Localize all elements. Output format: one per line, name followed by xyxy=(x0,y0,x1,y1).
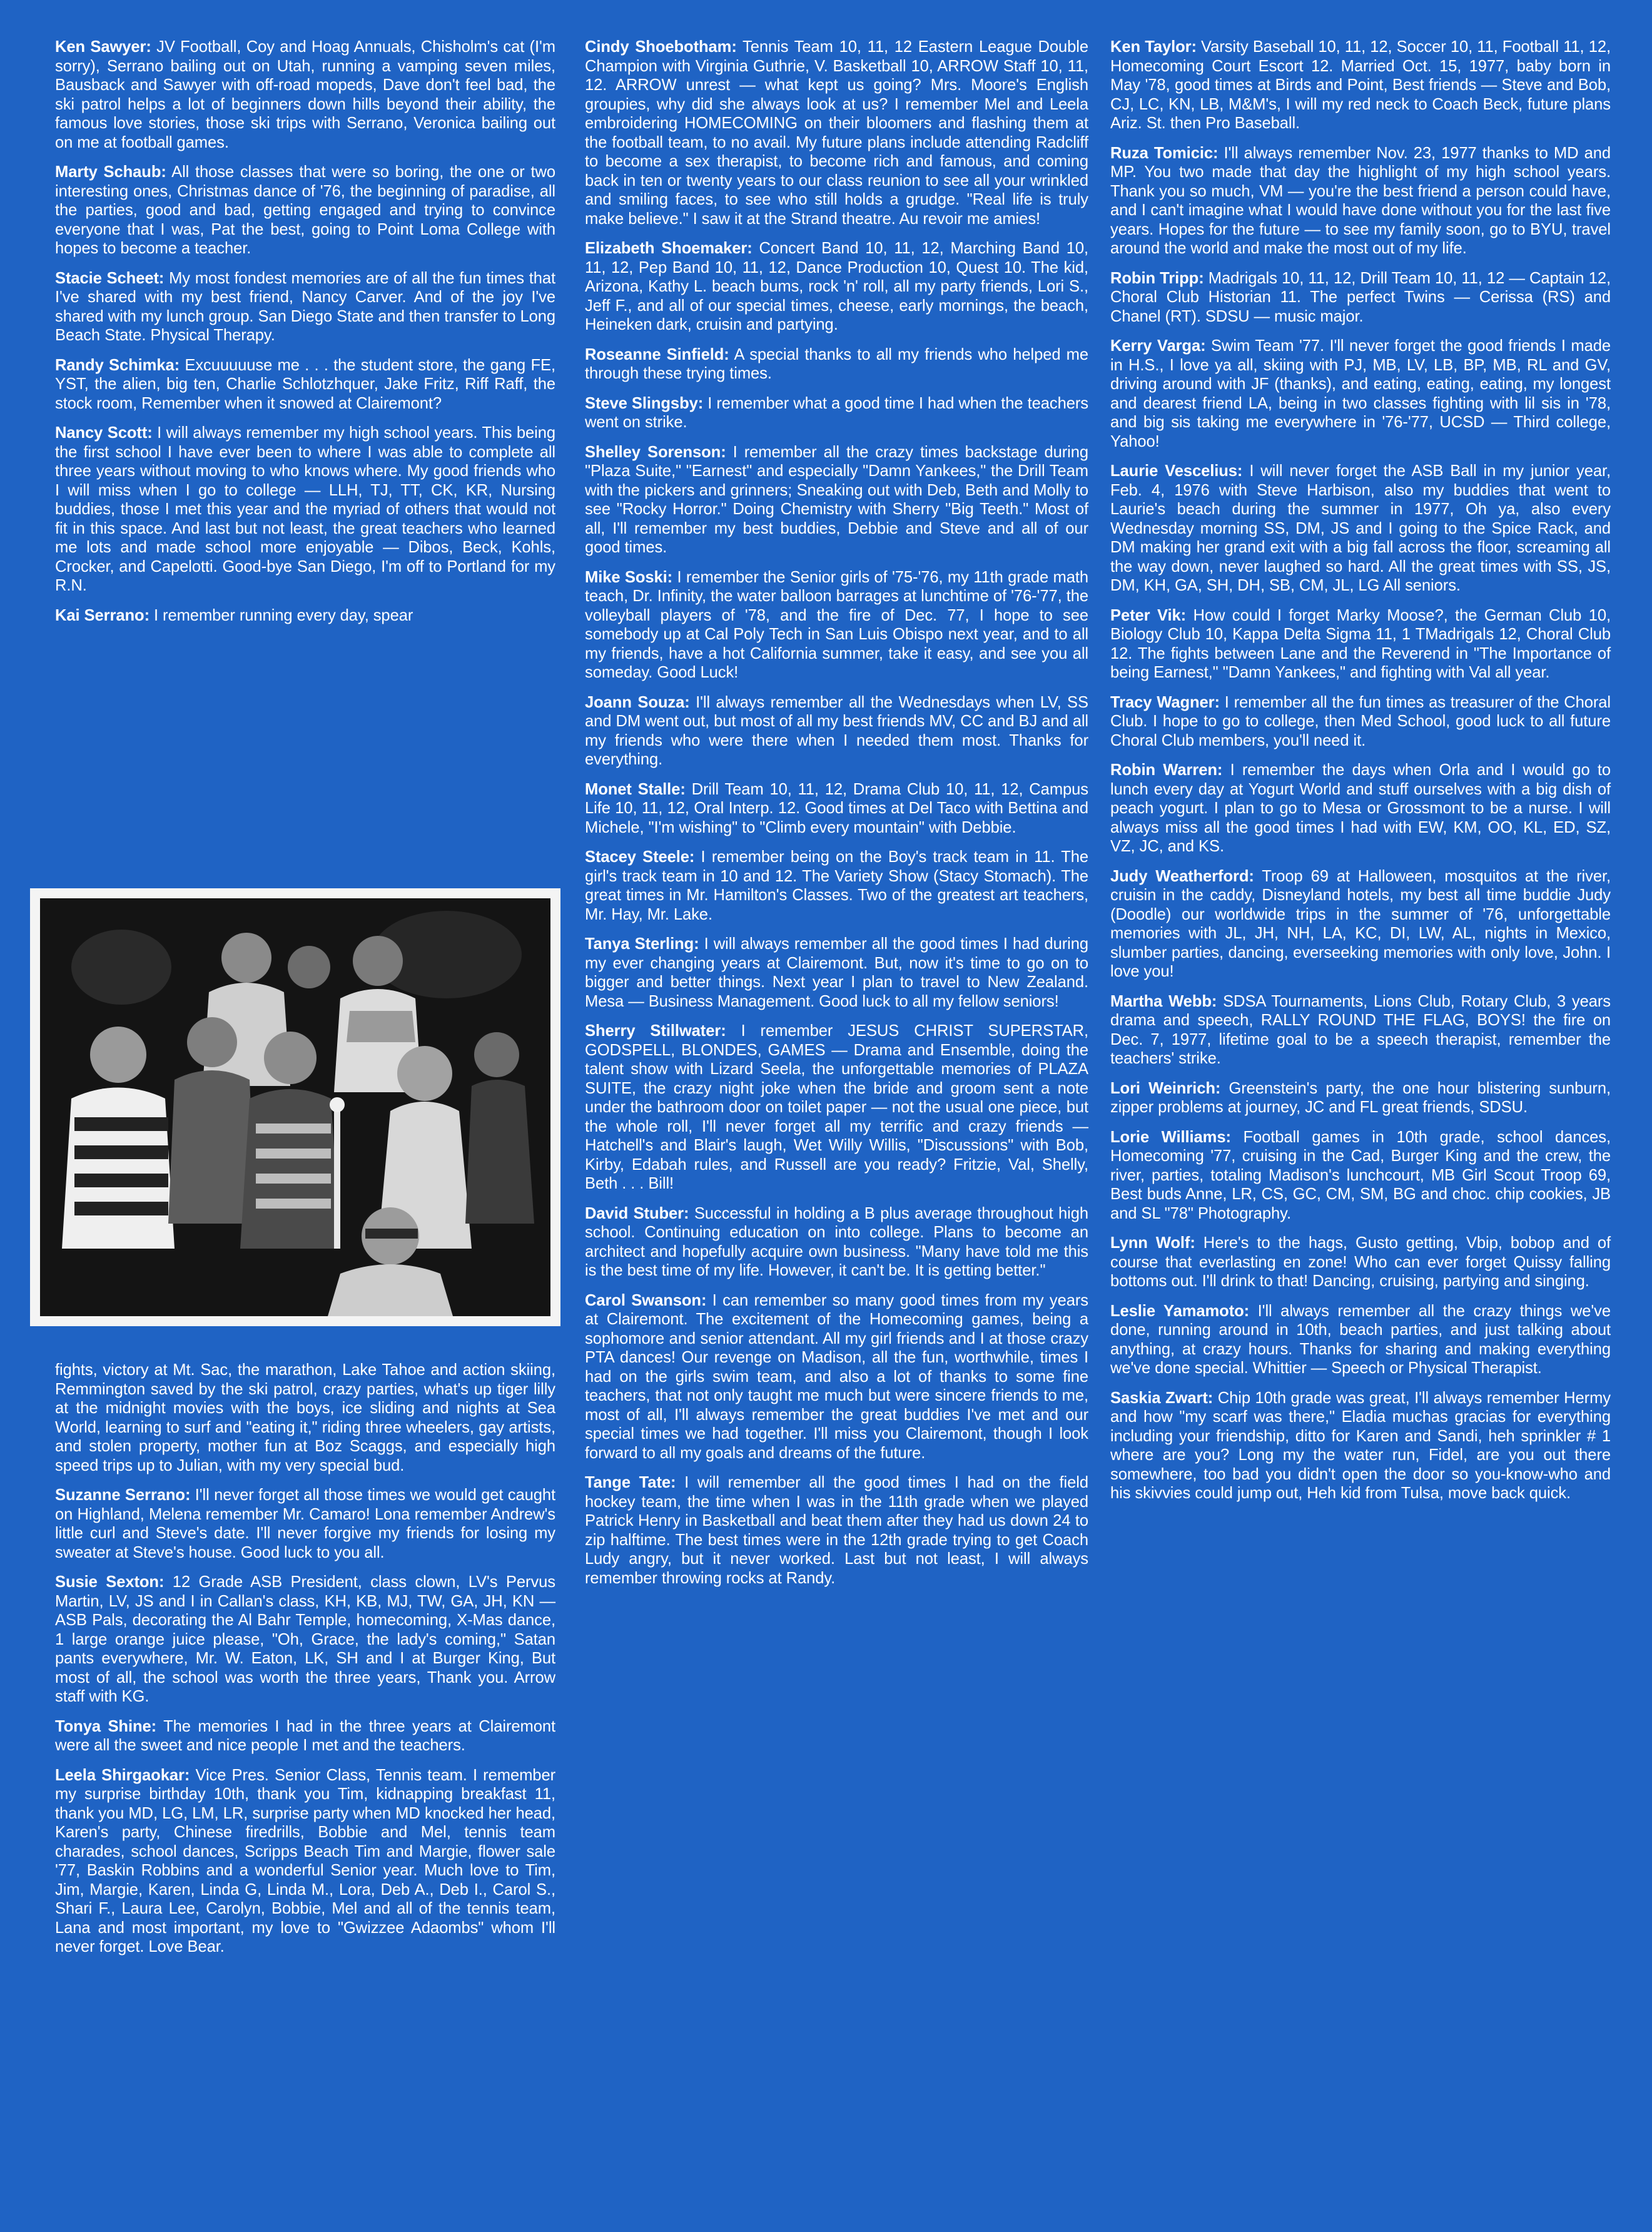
senior-entry xyxy=(55,1573,555,1707)
senior-entry xyxy=(1110,462,1611,596)
entry-name: Lynn Wolf: xyxy=(1110,1234,1195,1252)
entry-name: Leela Shirgaokar: xyxy=(55,1766,190,1784)
entry-text: I can remember so many good times from my years at Clairemont. The excitement of the Homecoming games, being a sophomore and senior attendant. All my girl friends and I at those crazy PTA dances! Our revenge on Madison, all the fun, worthwhile, times I had on the girls swim team, and also a lot of thanks to some fine teachers, that not only taught me much but were sincere friends to me, most of all, I'll always remember the great buddies I've met and our special times we had together. I'll miss you Clairemont, though I look forward to all my goals and dreams of the future. xyxy=(585,1291,1088,1462)
senior-entry xyxy=(585,239,1088,335)
entry-name: Lori Weinrich: xyxy=(1110,1079,1221,1097)
senior-entry xyxy=(55,1717,555,1755)
senior-entry xyxy=(1110,38,1611,133)
entry-name: Stacie Scheet: xyxy=(55,269,165,287)
entry-text: Here's to the hags, Gusto getting, Vbip, bobop and of course that everlasting en zone! Who can ever forget Quissy falling bottoms out. I'll drink to that! Dancing, cruising, partying and singing. xyxy=(1110,1234,1611,1290)
entry-text: SDSA Tournaments, Lions Club, Rotary Club, 3 years drama and speech, RALLY ROUND THE FLAG, BOYS! the fire on Dec. 7, 1977, lifetime goal to be a speech therapist, remember the teachers' strike. xyxy=(1110,992,1611,1067)
entry-name: Steve Slingsby: xyxy=(585,394,704,412)
senior-entry xyxy=(585,935,1088,1011)
entry-text: fights, victory at Mt. Sac, the marathon, Lake Tahoe and action skiing, Remmington saved by the ski patrol, crazy parties, what's up tiger lilly at the midnight movies with the boys, ice sliding and nights at Sea World, learning to surf and "eating it," riding three wheelers, gay artists, and stolen property, mother fun at Boz Scaggs, and especially high speed trips up to Julian, with my very special bud. xyxy=(55,1361,555,1474)
entry-name: Ken Taylor: xyxy=(1110,38,1197,56)
senior-entry xyxy=(1110,761,1611,856)
entry-text: JV Football, Coy and Hoag Annuals, Chisholm's cat (I'm sorry), Serrano bailing out on Utah, running a vamping seven miles, Bausback and Sawyer with off-road mopeds, Dave don't feel bad, the ski patrol helps a lot of beginners down hills beyond their ability, the famous love stories, those ski trips with Serrano, Veronica bailing out on me at football games. xyxy=(55,38,555,151)
senior-entry xyxy=(1110,1302,1611,1378)
entry-text: Troop 69 at Halloween, mosquitos at the river, cruisin in the caddy, Disneyland hotels, my best all time buddie Judy (Doodle) our worldwide trips in the summer of '76, unforgettable memories with JL, JH, NH, LA, KC, DI, LW, AL, nights in Mexico, slumber parties, dancing, everseeking memories with only love, John. I love you! xyxy=(1110,867,1611,980)
senior-entry xyxy=(55,606,555,626)
group-photo-image xyxy=(40,898,550,1316)
entry-name: Susie Sexton: xyxy=(55,1573,165,1591)
entry-name: Leslie Yamamoto: xyxy=(1110,1302,1250,1320)
entry-name: Tracy Wagner: xyxy=(1110,693,1220,711)
senior-entry xyxy=(1110,1079,1611,1117)
entry-name: Roseanne Sinfield: xyxy=(585,345,729,363)
entry-text: I will always remember all the good times I had during my ever changing years at Clairemont. But, now it's time to go on to bigger and better things. Next year I plan to travel to New Zealand. Mesa — Business Management. Good luck to all my fellow seniors! xyxy=(585,935,1089,1010)
entry-name: Judy Weatherford: xyxy=(1110,867,1254,885)
entry-name: Tanya Sterling: xyxy=(585,935,699,953)
entry-text: A special thanks to all my friends who helped me through these trying times. xyxy=(585,345,1088,382)
entry-text: I remember all the crazy times backstage during "Plaza Suite," "Earnest" and especially "Damn Yankees," the Drill Team with the pickers and grinners; Sneaking out with Deb, Beth and Molly to see "Rocky Horror." Doing Chemistry with Sherry "Big Teeth." Most of all, I'll remember my best buddies, Debbie and Steve and all of our good times. xyxy=(585,443,1088,556)
entry-name: Ruza Tomicic: xyxy=(1110,144,1219,162)
entry-name: Martha Webb: xyxy=(1110,992,1217,1010)
entry-name: Marty Schaub: xyxy=(55,163,166,181)
group-photo xyxy=(30,888,560,1326)
senior-entry xyxy=(585,394,1088,432)
senior-entry xyxy=(585,568,1088,682)
entry-name: Robin Warren: xyxy=(1110,761,1223,779)
senior-entry xyxy=(55,163,555,258)
entry-text: Drill Team 10, 11, 12, Drama Club 10, 11, 12, Campus Life 10, 11, 12, Oral Interp. 12. Good times at Del Taco with Bettina and Michele, "I'm wishing" to "Climb every mountain" with Debbie. xyxy=(585,780,1088,836)
entry-name: Sherry Stillwater: xyxy=(585,1022,726,1040)
entry-name: Stacey Steele: xyxy=(585,848,695,866)
entry-text: I remember running every day, spear xyxy=(149,606,413,624)
entry-text: Excuuuuuse me . . . the student store, the gang FE, YST, the alien, big ten, Charlie Schlotzhquer, Jake Fritz, Riff Raff, the stock room, Remember when it snowed at Clairemont? xyxy=(55,356,555,412)
entry-name: Mike Soski: xyxy=(585,568,673,586)
entry-text: Swim Team '77. I'll never forget the good friends I made in H.S., I love ya all, skiing with PJ, MB, LV, LB, BP, MB, RL and GV, driving around with JF (thanks), and eating, eating, eating, my longest and dearest friend LA, being in two classes fighting with lil sis in '78, and big sis taking me everywhere in '76-'77, UCSD — Third college, Yahoo! xyxy=(1110,337,1611,450)
senior-entry xyxy=(1110,144,1611,258)
column-1-top xyxy=(55,38,555,636)
senior-entry xyxy=(1110,1234,1611,1291)
entry-name: Ken Sawyer: xyxy=(55,38,151,56)
entry-text: I remember all the fun times as treasurer of the Choral Club. I hope to go to college, then Med School, good luck to all future Choral Club members, you'll need it. xyxy=(1110,693,1611,749)
senior-entry xyxy=(585,848,1088,924)
entry-name: Shelley Sorenson: xyxy=(585,443,726,461)
entry-text: I remember what a good time I had when the teachers went on strike. xyxy=(585,394,1089,431)
column-3 xyxy=(1110,38,1611,1514)
senior-entry xyxy=(585,1204,1088,1281)
entry-name: Tange Tate: xyxy=(585,1474,676,1491)
entry-text: My most fondest memories are of all the fun times that I've shared with my best friend, Nancy Carver. And of the joy I've shared with my lunch group. San Diego State and then transfer to Long Beach State. Physical Therapy. xyxy=(55,269,555,344)
entry-name: Carol Swanson: xyxy=(585,1291,707,1309)
column-1-bottom xyxy=(55,1361,555,1967)
entry-name: Suzanne Serrano: xyxy=(55,1486,191,1504)
senior-entry xyxy=(585,780,1088,838)
entry-text: Madrigals 10, 11, 12, Drill Team 10, 11, 12 — Captain 12, Choral Club Historian 11. The perfect Twins — Cerissa (RS) and Chanel (RT). SDSU — music major. xyxy=(1110,269,1611,325)
senior-entry xyxy=(585,38,1088,228)
senior-entry xyxy=(585,1473,1088,1588)
senior-entry xyxy=(1110,337,1611,451)
senior-entry xyxy=(585,693,1088,769)
senior-entry xyxy=(55,356,555,413)
senior-entry xyxy=(55,1766,555,1957)
column-2 xyxy=(585,38,1088,1598)
entry-text: Vice Pres. Senior Class, Tennis team. I remember my surprise birthday 10th, thank you Tim, kidnapping breakfast 11, thank you MD, LG, LM, LR, surprise party when MD knocked her head, Karen's party, Chinese firedrills, Bobbie and Mel, tennis team charades, school dances, Scripps Beach Tim and Margie, flower sale '77, Baskin Robbins and a wonderful Senior year. Much love to Tim, Jim, Margie, Karen, Linda G, Linda M., Lora, Deb A., Deb I., Carol S., Shari F., Laura Lee, Carolyn, Bobbie, Mel and all of the tennis team, Lana and most important, my love to "Gwizzee Adaombs" whom I'll never forget. Love Bear. xyxy=(55,1766,555,1956)
entry-name: Kerry Varga: xyxy=(1110,337,1206,355)
senior-entry xyxy=(585,1291,1088,1463)
senior-entry xyxy=(55,1486,555,1562)
entry-text: I will never forget the ASB Ball in my junior year, Feb. 4, 1976 with Steve Harbison, also my buddies that went to Laurie's beach during the summer in 1977, Oh ya, also every Wednesday morning SS, DM, JS and I going to the Spice Rack, and DM making her grand exit with a big fall across the floor, screaming all the way down, never laughed so hard. All the great times with SS, JS, DM, KH, GA, SH, DH, SB, CM, JL, LG All seniors. xyxy=(1110,462,1611,594)
senior-entry xyxy=(55,38,555,152)
senior-entry xyxy=(55,269,555,345)
senior-entry xyxy=(585,443,1088,557)
entry-name: Nancy Scott: xyxy=(55,424,153,442)
entry-text: I remember being on the Boy's track team in 11. The girl's track team in 10 and 12. The Variety Show (Stacy Stomach). The great times in Mr. Hamilton's Classes. Two of the greatest art teachers, Mr. Hay, Mr. Lake. xyxy=(585,848,1088,923)
entry-text: Varsity Baseball 10, 11, 12, Soccer 10, 11, Football 11, 12, Homecoming Court Escort 12. Married Oct. 15, 1977, baby born in May '78, good times at Birds and Point, Best friends — Steve and Bob, CJ, LC, KN, LB, M&M's, I will my red neck to Coach Beck, future plans Ariz. St. then Pro Baseball. xyxy=(1110,38,1611,132)
entry-text: How could I forget Marky Moose?, the German Club 10, Biology Club 10, Kappa Delta Sigma 11, 1 TMadrigals 12, Choral Club 12. The fights between Lane and the Reverend in "The Importance of being Earnest," "Damn Yankees," and fighting with Val all year. xyxy=(1110,606,1611,681)
entry-name: Lorie Williams: xyxy=(1110,1128,1231,1146)
entry-text: Tennis Team 10, 11, 12 Eastern League Double Champion with Virginia Guthrie, V. Basketball 10, ARROW Staff 10, 11, 12. ARROW unrest — what kept us going? Mrs. Moore's English groupies, why did she always look at us? I remember Mel and Leela embroidering HOMECOMING on their bloomers and flashing them at the football team, to no avail. My future plans include attending Radcliff to become a sex therapist, to become rich and famous, and coming back in ten or twenty years to our class reunion to see all your wrinkled and smiling faces, to see who still holds a grudge. "Real life is truly make believe." I saw it at the Strand theatre. Au revoir me amies! xyxy=(585,38,1088,228)
entry-text: All those classes that were so boring, the one or two interesting ones, Christmas dance of '76, the beginning of paradise, all the parties, good and bad, getting engaged and trying to convince everyone that I was, Pat the best, going to Point Loma College with hopes to become a teacher. xyxy=(55,163,555,257)
senior-entry xyxy=(1110,992,1611,1068)
entry-text: I remember the days when Orla and I would go to lunch every day at Yogurt World and stuff ourselves with a big dish of peach yogurt. I plan to go to Mesa or Grossmont to be a nurse. I will always miss all the good times I had with EW, KM, OO, KL, ED, SZ, VZ, JC, and KS. xyxy=(1110,761,1611,855)
entry-name: Saskia Zwart: xyxy=(1110,1389,1214,1407)
entry-text: I'll never forget all those times we would get caught on Highland, Melena remember Mr. Camaro! Lona remember Andrew's little curl and Steve's date. I'll never forgive my friends for losing my sweater at Steve's house. Good luck to you all. xyxy=(55,1486,556,1561)
entry-text: Successful in holding a B plus average throughout high school. Continuing education on into college. Plans to become an architect and hopefully acquire own business. "Many have told me this is the best time of my life. However, it can't be. It is getting better." xyxy=(585,1204,1088,1279)
entry-text: I'll always remember all the Wednesdays when LV, SS and DM went out, but most of all my best friends MV, CC and BJ and all my friends who were there when I needed them most. Thanks for everything. xyxy=(585,693,1088,768)
senior-entry xyxy=(1110,693,1611,751)
senior-entry xyxy=(1110,606,1611,682)
entry-text: I'll always remember all the crazy things we've done, running around in 10th, beach parties, and just talking about anything, at crazy hours. Thanks for sharing and making everything we've done special. Whittier — Speech or Physical Therapist. xyxy=(1110,1302,1611,1377)
senior-entry-continued xyxy=(55,1361,555,1475)
entry-name: Cindy Shoebotham: xyxy=(585,38,737,56)
entry-text: 12 Grade ASB President, class clown, LV's Pervus Martin, LV, JS and I in Callan's class, KH, KB, MJ, TW, GA, JH, KN — ASB Pals, decorating the Al Bahr Temple, homecoming, X-Mas dance, 1 large orange juice please, "Oh, Grace, the lady's coming," Satan pants everywhere, Mr. W. Eaton, LK, SH and I at Burger King, But most of all, the school was worth the three years, Thank you. Arrow staff with KG. xyxy=(55,1573,555,1705)
entry-name: Elizabeth Shoemaker: xyxy=(585,240,753,257)
senior-entry xyxy=(1110,1389,1611,1503)
entry-text: I will always remember my high school years. This being the first school I have ever been to where I was able to complete all three years without moving to who knows where. My good friends who I will miss when I go to college — LLH, TJ, TT, CK, KR, Nursing buddies, those I met this year and the myriad of others that would not fit in this space. And last but not least, the great teachers who learned me lots and made school more enjoyable — Dibos, Beck, Kohls, Crocker, and Capelotti. Good-bye San Diego, I'm off to Portland for my R.N. xyxy=(55,424,555,594)
entry-text: I remember JESUS CHRIST SUPERSTAR, GODSPELL, BLONDES, GAMES — Drama and Ensemble, doing the talent show with Lizard Seela, the unforgettable memories of PLAZA SUITE, the crazy night joke when the bride and groom sent a note under the bathroom door on toilet paper — not the usual one piece, but the whole roll, I'll never forget all my terrific and crazy friends — Hatchell's and Blair's laugh, Wet Willy Willis, "Discussions" with Bob, Kirby, Edabah rules, and Russell are you ready? Fritzie, Val, Shelly, Beth . . . Bill! xyxy=(585,1022,1088,1192)
entry-text: Greenstein's party, the one hour blistering sunburn, zipper problems at journey, JC and FL great friends, SDSU. xyxy=(1110,1079,1611,1116)
entry-name: Joann Souza: xyxy=(585,693,690,711)
entry-name: Peter Vik: xyxy=(1110,606,1187,624)
entry-name: David Stuber: xyxy=(585,1204,689,1222)
entry-name: Kai Serrano: xyxy=(55,606,149,624)
senior-entry xyxy=(585,345,1088,383)
entry-name: Randy Schimka: xyxy=(55,356,180,374)
entry-text: Concert Band 10, 11, 12, Marching Band 10, 11, 12, Pep Band 10, 11, 12, Dance Production 10, Quest 10. The kid, Arizona, Kathy L. beach bums, rock 'n' roll, all my party friends, Lori S., Jeff F., and all of our special times, cheese, early mornings, the beach, Heineken dark, cruisin and partying. xyxy=(585,240,1088,333)
senior-entry xyxy=(585,1022,1088,1194)
entry-name: Laurie Vescelius: xyxy=(1110,462,1243,480)
entry-text: Football games in 10th grade, school dances, Homecoming '77, cruising in the Cad, Burger King and the crew, the river, parties, totaling Madison's lunchcourt, MB Girl Scout Troop 69, Best buds Anne, LR, CS, GC, CM, SM, BG and choc. chip cookies, JB and SL "78" Photography. xyxy=(1110,1128,1611,1222)
entry-name: Robin Tripp: xyxy=(1110,269,1204,287)
senior-entry xyxy=(1110,269,1611,327)
entry-text: I remember the Senior girls of '75-'76, my 11th grade math teach, Dr. Infinity, the water balloon barrages at lunchtime of '76-'77, the volleyball players of '78, and the fire of Dec. 77, I hope to see somebody up at Cal Poly Tech in San Luis Obispo next year, and to all my friends, have a hot California summer, take it easy, and see you all someday. Good Luck! xyxy=(585,568,1088,681)
entry-text: The memories I had in the three years at Clairemont were all the sweet and nice people I met and the teachers. xyxy=(55,1717,555,1754)
entry-name: Monet Stalle: xyxy=(585,780,686,798)
senior-entry xyxy=(55,424,555,596)
entry-text: I'll always remember Nov. 23, 1977 thanks to MD and MP. You two made that day the highlight of my high school years. Thank you so much, VM — you're the best friend a person could have, and I can't imagine what I would have done without you for the last five years. Hopes for the future — to see my family soon, go to BYU, travel around the world and make the most out of my life. xyxy=(1110,144,1611,257)
senior-entry xyxy=(1110,867,1611,982)
entry-text: Chip 10th grade was great, I'll always remember Hermy and how "my scarf was there," Eladia muchas gracias for everything including your friendship, ditto for Karen and Sandi, heh sprinkler # 1 where are you? Long my the water run, Fidel, are you out there somewhere, too bad you didn't open the door so you-know-who and his skivvies could jump out, Heh kid from Tulsa, move back quick. xyxy=(1110,1389,1611,1502)
senior-entry xyxy=(1110,1128,1611,1224)
entry-name: Tonya Shine: xyxy=(55,1717,157,1735)
entry-text: I will remember all the good times I had on the field hockey team, the time when I was in the 11th grade when we played Patrick Henry in Basketball and beat them after they had us down 24 to zip halftime. The best times were in the 12th grade trying to get Coach Ludy angry, but it never worked. Last but not least, I will always remember throwing rocks at Randy. xyxy=(585,1474,1088,1587)
